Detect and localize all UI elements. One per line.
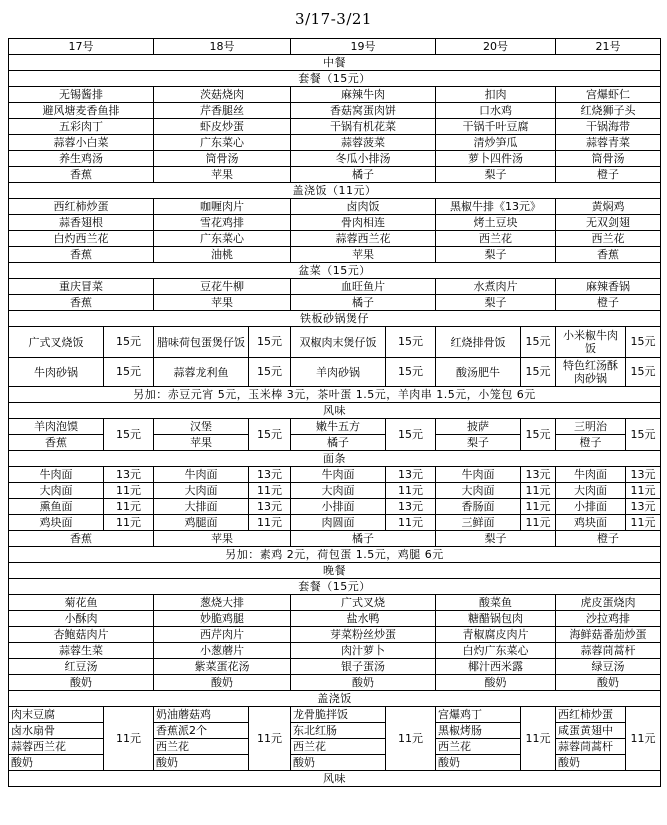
dish-cell: 蒜蓉龙利鱼 (154, 358, 249, 387)
dish-cell: 酸奶 (154, 675, 291, 691)
dish-cell: 油桃 (154, 247, 291, 263)
dish-cell: 蒜蓉小白菜 (9, 135, 154, 151)
price-cell: 15元 (386, 358, 436, 387)
price-cell: 15元 (521, 358, 556, 387)
dish-cell: 18号 (154, 39, 291, 55)
price-cell: 11元 (249, 515, 291, 531)
page-title: 3/17-3/21 (295, 10, 372, 28)
lunch-iron-pot-label (9, 311, 661, 327)
dish-cell: 避风塘麦香鱼排 (9, 103, 154, 119)
dish-cell: 21号 (556, 39, 661, 55)
dish-cell: 无双剑翅 (556, 215, 661, 231)
price-cell: 11元 (386, 483, 436, 499)
dish-cell: 披萨 (436, 419, 521, 435)
price-cell: 15元 (626, 419, 661, 451)
lunch-noodles-label: 面条 (9, 451, 661, 467)
dish-cell: 香菇窝蛋肉饼 (291, 103, 436, 119)
price-cell: 11元 (386, 707, 436, 771)
dish-cell: 蒜蓉青菜 (556, 135, 661, 151)
dish-cell: 干锅海带 (556, 119, 661, 135)
dish-cell: 17号 (9, 39, 154, 55)
dish-cell: 西兰花 (436, 231, 556, 247)
lunch-label (9, 55, 661, 71)
lunch-rice-bowl-label: 盖浇饭（11元） (9, 183, 661, 199)
dish-cell: 蒜香翅根 (9, 215, 154, 231)
lunch-set-meal-label (9, 71, 661, 87)
lunch-set-meal-row (9, 135, 661, 151)
dish-cell: 香蕉 (9, 295, 154, 311)
price-cell: 11元 (521, 483, 556, 499)
dish-cell: 牛肉面 (154, 467, 249, 483)
price-cell: 15元 (626, 327, 661, 358)
dish-cell: 东北红肠 (291, 723, 386, 739)
dish-cell: 香蕉 (556, 247, 661, 263)
price-cell: 15元 (386, 327, 436, 358)
dinner-label (9, 563, 661, 579)
dish-cell: 特色红汤酥肉砂锅 (556, 358, 626, 387)
iron-pot-row (9, 358, 661, 387)
price-cell: 11元 (521, 515, 556, 531)
price-cell: 15元 (104, 358, 154, 387)
menu-table (8, 38, 661, 787)
price-cell: 15元 (249, 419, 291, 451)
price-cell: 11元 (104, 499, 154, 515)
dish-cell: 扣肉 (436, 87, 556, 103)
dinner-label: 晚餐 (9, 563, 661, 579)
dish-cell: 橘子 (291, 167, 436, 183)
dish-cell: 香蕉 (9, 247, 154, 263)
dish-cell: 大肉面 (9, 483, 104, 499)
dish-cell: 西红柿炒蛋 (556, 707, 626, 723)
dish-cell: 肉末豆腐 (9, 707, 104, 723)
dish-cell: 汉堡 (154, 419, 249, 435)
lunch-extras-2 (9, 547, 661, 563)
dish-cell: 蒜蓉生菜 (9, 643, 154, 659)
dish-cell: 苹果 (291, 247, 436, 263)
dish-cell: 五彩肉丁 (9, 119, 154, 135)
dish-cell: 酸菜鱼 (436, 595, 556, 611)
price-cell: 15元 (249, 327, 291, 358)
dinner-rice-bowl-row (9, 707, 661, 723)
dish-cell: 糖醋锅包肉 (436, 611, 556, 627)
dish-cell: 广东菜心 (154, 135, 291, 151)
dish-cell: 清炒笋瓜 (436, 135, 556, 151)
dish-cell: 鸡块面 (9, 515, 104, 531)
dish-cell: 菊花鱼 (9, 595, 154, 611)
dish-cell: 养生鸡汤 (9, 151, 154, 167)
dish-cell: 肉汁萝卜 (291, 643, 436, 659)
dish-cell: 大肉面 (556, 483, 626, 499)
lunch-basin-label: 盆菜（15元） (9, 263, 661, 279)
dish-cell: 橘子 (291, 295, 436, 311)
lunch-label: 中餐 (9, 55, 661, 71)
price-cell: 11元 (521, 499, 556, 515)
lunch-extras-2: 另加：素鸡 2元，荷包蛋 1.5元，鸡腿 6元 (9, 547, 661, 563)
price-cell: 13元 (626, 499, 661, 515)
day-header-row (9, 39, 661, 55)
dish-cell: 雪花鸡排 (154, 215, 291, 231)
dish-cell: 双椒肉末煲仔饭 (291, 327, 386, 358)
dish-cell: 腊味荷包蛋煲仔饭 (154, 327, 249, 358)
dish-cell: 羊肉砂锅 (291, 358, 386, 387)
dish-cell: 筒骨汤 (556, 151, 661, 167)
lunch-iron-pot-label: 铁板砂锅煲仔 (9, 311, 661, 327)
dish-cell: 茨菇烧肉 (154, 87, 291, 103)
dish-cell: 香肠面 (436, 499, 521, 515)
lunch-basin-row (9, 295, 661, 311)
lunch-rice-bowl-row (9, 199, 661, 215)
dish-cell: 小酥肉 (9, 611, 154, 627)
dish-cell: 西兰花 (556, 231, 661, 247)
price-cell: 11元 (521, 707, 556, 771)
dish-cell: 无锡酱排 (9, 87, 154, 103)
dish-cell: 绿豆汤 (556, 659, 661, 675)
dish-cell: 烤土豆块 (436, 215, 556, 231)
lunch-set-meal-row (9, 103, 661, 119)
fruit-cell: 梨子 (436, 435, 521, 451)
noodle-fruit-row (9, 531, 661, 547)
dinner-rice-bowl-label: 盖浇饭 (9, 691, 661, 707)
price-cell: 13元 (104, 467, 154, 483)
dish-cell: 广式叉烧饭 (9, 327, 104, 358)
price-cell: 11元 (626, 707, 661, 771)
dish-cell: 苹果 (154, 167, 291, 183)
price-cell: 13元 (249, 499, 291, 515)
price-cell: 11元 (104, 707, 154, 771)
dish-cell: 橘子 (291, 531, 436, 547)
lunch-rice-bowl-row (9, 231, 661, 247)
dish-cell: 梨子 (436, 247, 556, 263)
dish-cell: 海鲜菇番茄炒蛋 (556, 627, 661, 643)
fruit-cell: 橘子 (291, 435, 386, 451)
dish-cell: 小米椒牛肉饭 (556, 327, 626, 358)
dish-cell: 葱烧大排 (154, 595, 291, 611)
dish-cell: 牛肉面 (9, 467, 104, 483)
price-cell: 11元 (104, 483, 154, 499)
noodle-row (9, 515, 661, 531)
dish-cell: 冬瓜小排汤 (291, 151, 436, 167)
dish-cell: 苹果 (154, 531, 291, 547)
fruit-cell: 橙子 (556, 435, 626, 451)
dish-cell: 鸡腿面 (154, 515, 249, 531)
dish-cell: 19号 (291, 39, 436, 55)
dish-cell: 白灼西兰花 (9, 231, 154, 247)
dish-cell: 宫爆鸡丁 (436, 707, 521, 723)
dish-cell: 萝卜四件汤 (436, 151, 556, 167)
dinner-set-meal-label (9, 579, 661, 595)
dish-cell: 筒骨汤 (154, 151, 291, 167)
dish-cell: 蒜蓉菠菜 (291, 135, 436, 151)
lunch-rice-bowl-row (9, 215, 661, 231)
price-cell: 15元 (104, 419, 154, 451)
dish-cell: 香蕉派2个 (154, 723, 249, 739)
dish-cell: 20号 (436, 39, 556, 55)
dish-cell: 水煮肉片 (436, 279, 556, 295)
dish-cell: 蒜蓉西兰花 (9, 739, 104, 755)
dish-cell: 豆花牛柳 (154, 279, 291, 295)
dish-cell: 红豆汤 (9, 659, 154, 675)
price-cell: 13元 (521, 467, 556, 483)
flavor-row (9, 419, 661, 435)
fruit-cell: 苹果 (154, 435, 249, 451)
dish-cell: 蒜蓉西兰花 (291, 231, 436, 247)
lunch-set-meal-row (9, 151, 661, 167)
dish-cell: 橙子 (556, 295, 661, 311)
dish-cell: 重庆冒菜 (9, 279, 154, 295)
dish-cell: 梨子 (436, 295, 556, 311)
dish-cell: 虾皮炒蛋 (154, 119, 291, 135)
dish-cell: 牛肉面 (556, 467, 626, 483)
dish-cell: 酸汤肥牛 (436, 358, 521, 387)
dish-cell: 口水鸡 (436, 103, 556, 119)
dish-cell: 血旺鱼片 (291, 279, 436, 295)
dish-cell: 酸奶 (291, 755, 386, 771)
dish-cell: 大排面 (154, 499, 249, 515)
dinner-set-meal-row (9, 595, 661, 611)
dish-cell: 紫菜蛋花汤 (154, 659, 291, 675)
dish-cell: 卤水扇骨 (9, 723, 104, 739)
dish-cell: 酸奶 (556, 755, 626, 771)
dish-cell: 小排面 (556, 499, 626, 515)
iron-pot-row (9, 327, 661, 358)
dish-cell: 三明治 (556, 419, 626, 435)
dinner-set-meal-row (9, 675, 661, 691)
dinner-flavor-label: 风味 (9, 771, 661, 787)
dish-cell: 咸蛋黄翅中 (556, 723, 626, 739)
dish-cell: 橙子 (556, 167, 661, 183)
dish-cell: 虎皮蛋烧肉 (556, 595, 661, 611)
dish-cell: 奶油蘑菇鸡 (154, 707, 249, 723)
price-cell: 13元 (626, 467, 661, 483)
dish-cell: 芹香腿丝 (154, 103, 291, 119)
lunch-extras-1: 另加：赤豆元宵 5元，玉米棒 3元，茶叶蛋 1.5元，羊肉串 1.5元，小笼包 6元 (9, 387, 661, 403)
dinner-set-meal-row (9, 643, 661, 659)
dish-cell: 红烧狮子头 (556, 103, 661, 119)
dish-cell: 干锅有机花菜 (291, 119, 436, 135)
price-cell: 11元 (249, 707, 291, 771)
dish-cell: 大肉面 (291, 483, 386, 499)
dish-cell: 麻辣牛肉 (291, 87, 436, 103)
dish-cell: 黄焖鸡 (556, 199, 661, 215)
dish-cell: 骨肉相连 (291, 215, 436, 231)
dish-cell: 宫爆虾仁 (556, 87, 661, 103)
lunch-basin-row (9, 279, 661, 295)
dish-cell: 牛肉面 (291, 467, 386, 483)
dish-cell: 小排面 (291, 499, 386, 515)
price-cell: 13元 (386, 467, 436, 483)
dish-cell: 西兰花 (154, 739, 249, 755)
dish-cell: 鸡块面 (556, 515, 626, 531)
dish-cell: 香蕉 (9, 531, 154, 547)
dish-cell: 梨子 (436, 167, 556, 183)
dish-cell: 酸奶 (9, 675, 154, 691)
dish-cell: 青椒腐皮肉片 (436, 627, 556, 643)
dish-cell: 肉圆面 (291, 515, 386, 531)
price-cell: 15元 (386, 419, 436, 451)
dish-cell: 西兰花 (291, 739, 386, 755)
lunch-flavor-label (9, 403, 661, 419)
price-cell: 11元 (386, 515, 436, 531)
dish-cell: 红烧排骨饭 (436, 327, 521, 358)
dish-cell: 黑椒牛排《13元》 (436, 199, 556, 215)
lunch-rice-bowl-label (9, 183, 661, 199)
dish-cell: 西兰花 (436, 739, 521, 755)
lunch-set-meal-row (9, 167, 661, 183)
dish-cell: 咖喱肉片 (154, 199, 291, 215)
dinner-set-meal-label: 套餐（15元） (9, 579, 661, 595)
dish-cell: 酸奶 (9, 755, 104, 771)
dish-cell: 黑椒烤肠 (436, 723, 521, 739)
price-cell: 13元 (249, 467, 291, 483)
dish-cell: 苹果 (154, 295, 291, 311)
dish-cell: 酸奶 (556, 675, 661, 691)
dish-cell: 卤肉饭 (291, 199, 436, 215)
dish-cell: 广东菜心 (154, 231, 291, 247)
lunch-basin-label (9, 263, 661, 279)
lunch-rice-bowl-row (9, 247, 661, 263)
dinner-set-meal-row (9, 611, 661, 627)
dinner-set-meal-row (9, 659, 661, 675)
dish-cell: 牛肉砂锅 (9, 358, 104, 387)
price-cell: 11元 (249, 483, 291, 499)
lunch-set-meal-row (9, 119, 661, 135)
dish-cell: 酸奶 (154, 755, 249, 771)
price-cell: 15元 (521, 419, 556, 451)
dish-cell: 椰汁西米露 (436, 659, 556, 675)
dish-cell: 银子蛋汤 (291, 659, 436, 675)
fruit-cell: 香蕉 (9, 435, 104, 451)
dinner-rice-bowl-label (9, 691, 661, 707)
dish-cell: 三鲜面 (436, 515, 521, 531)
dish-cell: 大肉面 (436, 483, 521, 499)
price-cell: 11元 (626, 483, 661, 499)
price-cell: 13元 (386, 499, 436, 515)
dish-cell: 大肉面 (154, 483, 249, 499)
price-cell: 15元 (626, 358, 661, 387)
lunch-set-meal-label: 套餐（15元） (9, 71, 661, 87)
dish-cell: 牛肉面 (436, 467, 521, 483)
price-cell: 15元 (249, 358, 291, 387)
lunch-flavor-label: 风味 (9, 403, 661, 419)
dish-cell: 西芹肉片 (154, 627, 291, 643)
dinner-set-meal-row (9, 627, 661, 643)
dish-cell: 羊肉泡馍 (9, 419, 104, 435)
dish-cell: 芽菜粉丝炒蛋 (291, 627, 436, 643)
dish-cell: 西红柿炒蛋 (9, 199, 154, 215)
dish-cell: 蒜蓉茼蒿杆 (556, 739, 626, 755)
dish-cell: 熏鱼面 (9, 499, 104, 515)
dish-cell: 蒜蓉茼蒿杆 (556, 643, 661, 659)
dish-cell: 杏鲍菇肉片 (9, 627, 154, 643)
price-cell: 11元 (626, 515, 661, 531)
dish-cell: 小葱蘑片 (154, 643, 291, 659)
dish-cell: 沙拉鸡排 (556, 611, 661, 627)
noodle-row (9, 467, 661, 483)
price-cell: 15元 (521, 327, 556, 358)
dish-cell: 梨子 (436, 531, 556, 547)
price-cell: 15元 (104, 327, 154, 358)
dish-cell: 广式叉烧 (291, 595, 436, 611)
dish-cell: 橙子 (556, 531, 661, 547)
lunch-noodles-label (9, 451, 661, 467)
noodle-row (9, 499, 661, 515)
dish-cell: 干锅千叶豆腐 (436, 119, 556, 135)
dish-cell: 麻辣香锅 (556, 279, 661, 295)
dinner-flavor-label (9, 771, 661, 787)
dish-cell: 嫩牛五方 (291, 419, 386, 435)
dish-cell: 龙骨脆拌饭 (291, 707, 386, 723)
lunch-set-meal-row (9, 87, 661, 103)
dish-cell: 盐水鸭 (291, 611, 436, 627)
dish-cell: 酸奶 (436, 755, 521, 771)
price-cell: 11元 (104, 515, 154, 531)
dish-cell: 妙脆鸡腿 (154, 611, 291, 627)
lunch-extras-1 (9, 387, 661, 403)
dish-cell: 酸奶 (291, 675, 436, 691)
dish-cell: 香蕉 (9, 167, 154, 183)
dish-cell: 白灼广东菜心 (436, 643, 556, 659)
dish-cell: 酸奶 (436, 675, 556, 691)
noodle-row (9, 483, 661, 499)
